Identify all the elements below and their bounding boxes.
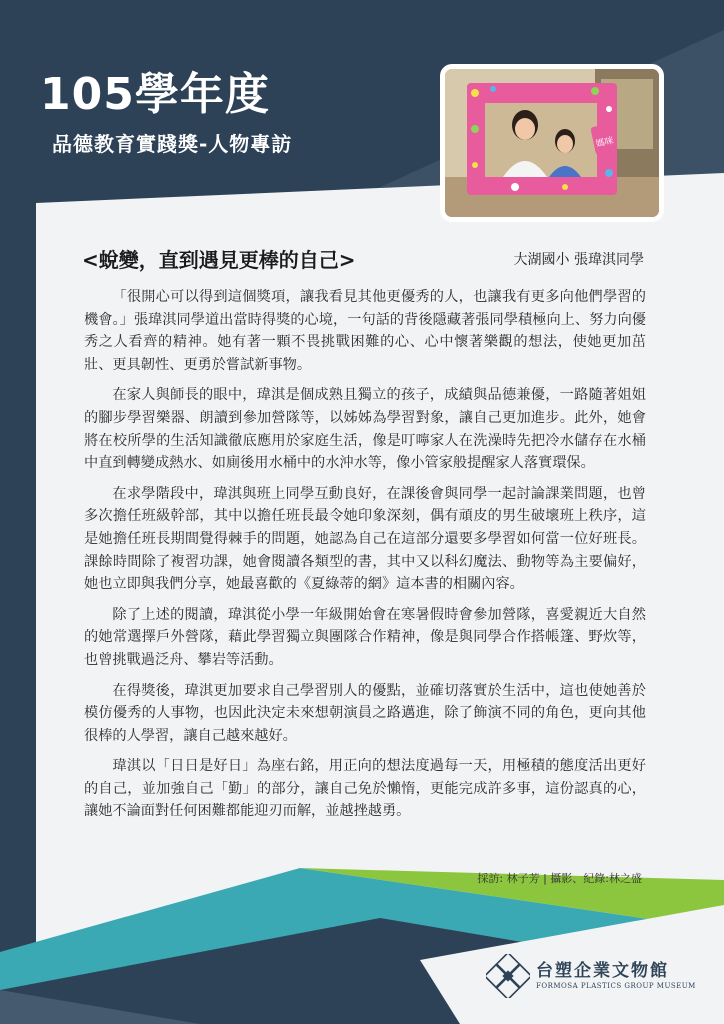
frame-sign-text: 媽咪 [594,136,615,150]
header-subtitle: 品德教育實踐獎-人物專訪 [52,132,293,156]
paragraph: 除了上述的閱讀，瑋淇從小學一年級開始會在寒暑假時會參加營隊，喜愛親近大自然的她常選擇戶外營隊，藉此學習獨立與團隊合作精神，像是與同學合作搭帳篷、野炊等，也曾挑戰過泛舟、攀岩等活動。 [84,606,646,668]
header-title: 105學年度 [40,69,270,120]
paragraph: 在家人與師長的眼中，瑋淇是個成熟且獨立的孩子，成績與品德兼優，一路隨著姐姐的腳步學習樂器、朗讀到參加營隊等，以姊姊為學習對象，讓自己更加進步。此外，她會將在校所學的生活知識徹底應用於家庭生活，像是叮嚀家人在洗澡時先把冷水儲存在水桶中直到轉變成熱水、如廁後用水桶中的水沖水等，像小管家般提醒家人落實環保。 [84,387,646,472]
interview-photo [440,64,664,222]
museum-name-en: FORMOSA PLASTICS GROUP MUSEUM [536,982,696,990]
paragraph: 「很開心可以得到這個獎項，讓我看見其他更優秀的人，也讓我有更多向他們學習的機會。」張瑋淇同學道出當時得獎的心境，一句話的背後隱藏著張同學積極向上、努力向優秀之人看齊的精神。她有著一顆不畏挑戰困難的心、心中懷著樂觀的想法，使她更加茁壯、更具韌性、更勇於嘗試新事物。 [84,289,646,373]
school-student: 大湖國小 張瑋淇同學 [513,252,644,268]
credits: 採訪: 林子芳 | 攝影、紀錄:林之盛 [477,872,642,885]
paragraph: 瑋淇以「日日是好日」為座右銘，用正向的想法度過每一天，用極積的態度活出更好的自己，並加強自己「勤」的部分，讓自己免於懶惰，更能完成許多事，這份認真的心，讓她不論面對任何困難都能迎刃而解，並越挫越勇。 [84,758,646,820]
museum-emblem-icon [486,954,530,998]
paragraph: 在求學階段中，瑋淇與班上同學互動良好，在課後會與同學一起討論課業問題，也曾多次擔任班級幹部，其中以擔任班長最令她印象深刻，偶有頑皮的男生破壞班上秩序，這是她擔任班長期間覺得棘手的問題，她認為自己在這部分還要多學習如何當一位好班長。課餘時間除了複習功課，她會閱讀各類型的書，其中又以科幻魔法、動物等為主要偏好，她也立即與我們分享，她最喜歡的《夏綠蒂的網》這本書的相關內容。 [84,485,646,593]
article-body [84,286,646,831]
museum-logo [486,954,706,998]
paragraph: 在得獎後，瑋淇更加要求自己學習別人的優點，並確切落實於生活中，這也使她善於模仿優秀的人事物，也因此決定未來想朝演員之路邁進，除了飾演不同的角色，更向其他很棒的人學習，讓自己越來越好。 [84,682,646,744]
article-title: <蛻變，直到遇見更棒的自己> [82,248,356,272]
museum-name-zh: 台塑企業文物館 [536,961,669,981]
